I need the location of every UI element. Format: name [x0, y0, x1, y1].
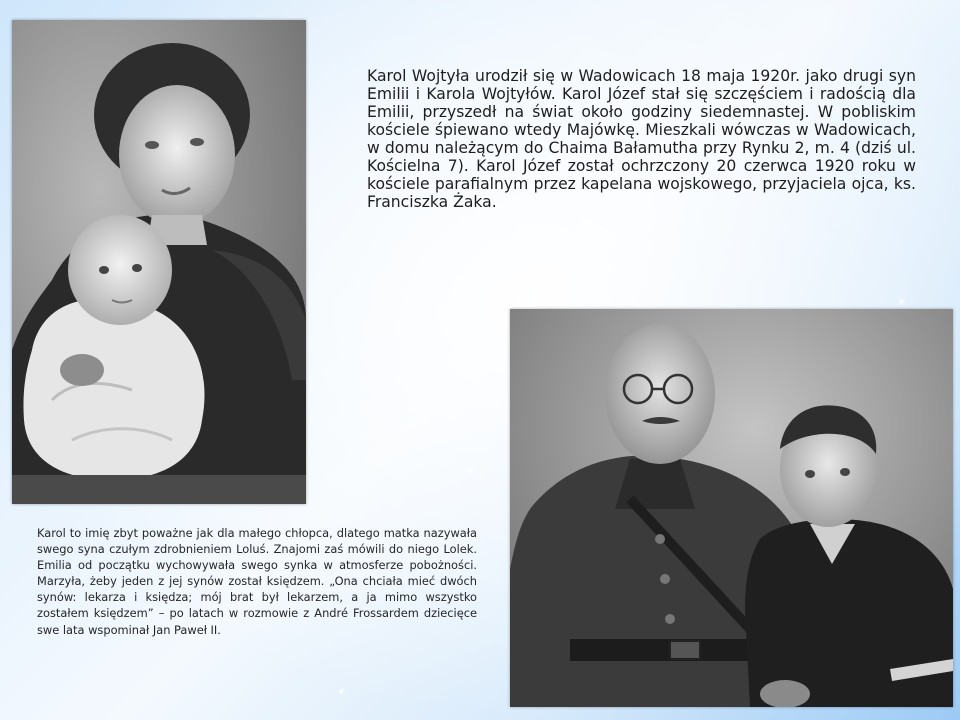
- photo-mother-with-baby-graphic: [12, 20, 306, 504]
- photo-father-with-son: [510, 309, 953, 707]
- main-paragraph: Karol Wojtyła urodził się w Wadowicach 18 maja 1920r. jako drugi syn Emilii i Karola Wojtyłów. Karol Józef stał się szczęściem i radością dla Emilii, przyszedł na świat około godziny siedemnastej. W pobliskim kościele śpiewano wtedy Majówkę. Mieszkali wówczas w Wadowicach, w domu należącym do Chaima Bałamutha przy Rynku 2, m. 4 (dziś ul. Kościelna 7). Karol Józef został ochrzczony 20 czerwca 1920 roku w kościele parafialnym przez kapelana wojskowego, przyjaciela ojca, ks. Franciszka Żaka.: [367, 67, 916, 211]
- photo-mother-with-baby: [12, 20, 306, 504]
- photo-father-with-son-graphic: [510, 309, 953, 707]
- sparkle-decoration: [900, 300, 903, 303]
- sparkle-decoration: [340, 690, 343, 693]
- sparkle-decoration: [470, 470, 473, 473]
- secondary-paragraph: Karol to imię zbyt poważne jak dla małego chłopca, dlatego matka nazywała swego syna czułym zdrobnieniem Loluś. Znajomi zaś mówili do niego Lolek. Emilia od początku wychowywała swego synka w atmosferze pobożności. Marzyła, żeby jeden z jej synów został księdzem. „Ona chciała mieć dwóch synów: lekarza i księdza; mój brat był lekarzem, a ja mimo wszystko zostałem księdzem” – po latach w rozmowie z André Frossardem dziecięce swe lata wspominał Jan Paweł II.: [37, 526, 477, 637]
